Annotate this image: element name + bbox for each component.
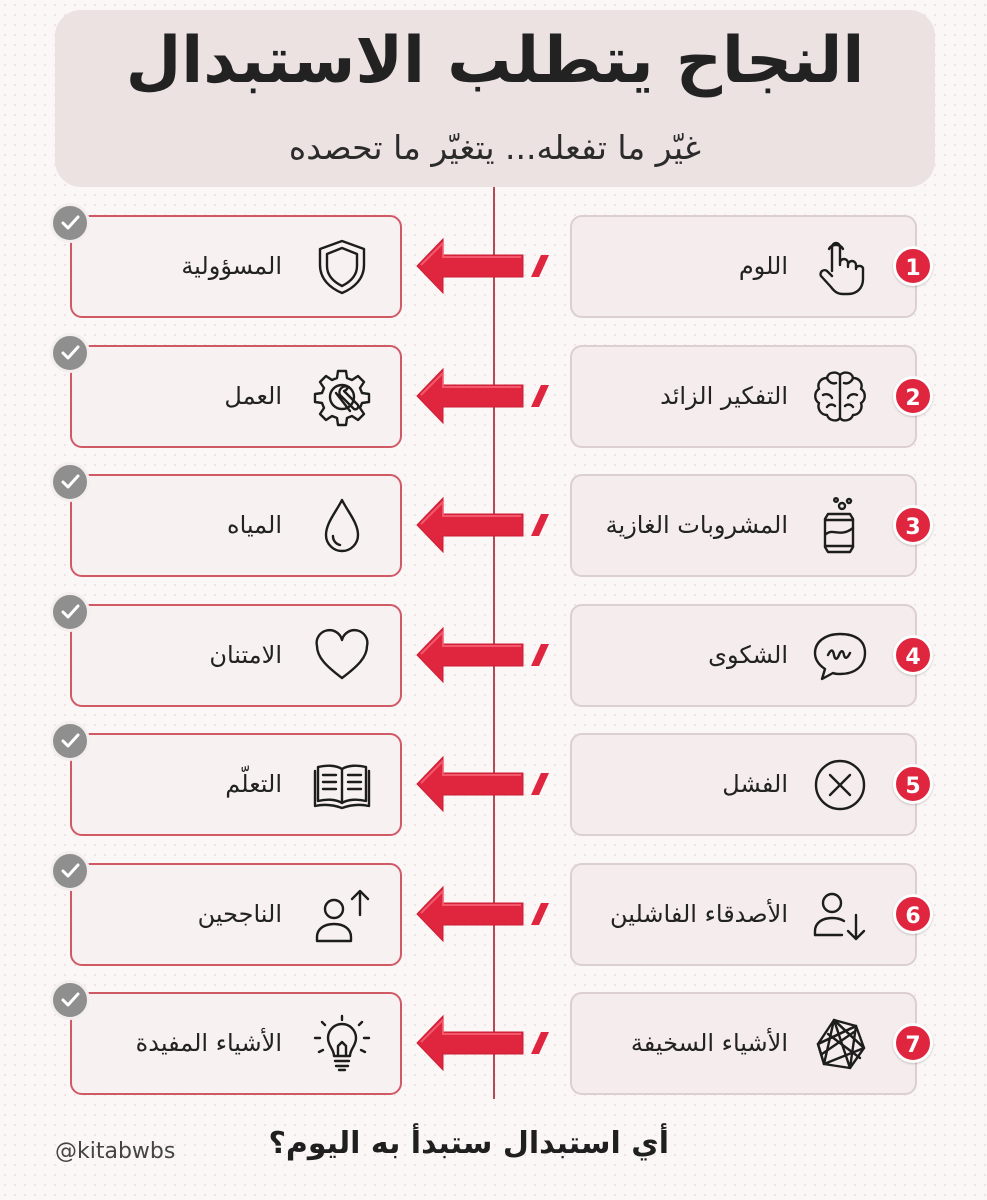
- arrow-left-icon: [413, 365, 561, 427]
- lightbulb-icon: [312, 1014, 372, 1074]
- arrow-left-icon: [413, 1012, 561, 1074]
- habit-label: الأشياء السخيفة: [630, 1029, 788, 1057]
- x-circle-icon: [810, 755, 870, 815]
- open-book-icon: [312, 755, 372, 815]
- replacement-card: [70, 604, 402, 707]
- heart-icon: [312, 626, 372, 686]
- checkmark-icon: [50, 980, 90, 1020]
- habit-label: التفكير الزائد: [660, 382, 788, 410]
- gear-wrench-icon: [312, 367, 372, 427]
- arrow-left-icon: [413, 883, 561, 945]
- row-number-badge: 7: [893, 1023, 933, 1063]
- page-subtitle: غيّر ما تفعله... يتغيّر ما تحصده: [288, 128, 702, 167]
- replacement-card: [70, 215, 402, 318]
- user-down-icon: [810, 885, 870, 945]
- replacement-label: الامتنان: [209, 641, 282, 669]
- habit-card: [570, 863, 917, 966]
- replacement-card: [70, 733, 402, 836]
- checkmark-icon: [50, 592, 90, 632]
- replacement-card: [70, 345, 402, 448]
- page-title: النجاح يتطلب الاستبدال: [125, 24, 865, 98]
- habit-label: الأصدقاء الفاشلين: [609, 900, 788, 928]
- arrow-left-icon: [413, 494, 561, 556]
- replacement-label: الناجحين: [197, 900, 282, 928]
- tangled-scribble-icon: [810, 1014, 870, 1074]
- checkmark-icon: [50, 851, 90, 891]
- soda-can-icon: [810, 496, 870, 556]
- habit-card: [570, 345, 917, 448]
- replacement-card: [70, 863, 402, 966]
- replacement-label: الأشياء المفيدة: [135, 1029, 282, 1057]
- row-number-badge: 2: [893, 376, 933, 416]
- checkmark-icon: [50, 203, 90, 243]
- checkmark-icon: [50, 333, 90, 373]
- replacement-label: العمل: [224, 382, 282, 410]
- shield-icon: [312, 237, 372, 297]
- replacement-card: [70, 992, 402, 1095]
- checkmark-icon: [50, 462, 90, 502]
- row-number-badge: 6: [893, 894, 933, 934]
- habit-card: [570, 733, 917, 836]
- user-up-icon: [312, 885, 372, 945]
- habit-label: الفشل: [722, 770, 788, 798]
- brain-icon: [810, 367, 870, 427]
- row-number-badge: 3: [893, 505, 933, 545]
- habit-label: المشروبات الغازية: [605, 511, 788, 539]
- water-drop-icon: [312, 496, 372, 556]
- arrow-left-icon: [413, 753, 561, 815]
- author-handle: @kitabwbs: [55, 1139, 176, 1164]
- habit-card: [570, 992, 917, 1095]
- habit-label: الشكوى: [708, 641, 788, 669]
- speech-bubble-icon: [810, 626, 870, 686]
- row-number-badge: 4: [893, 635, 933, 675]
- arrow-left-icon: [413, 235, 561, 297]
- pointer-hand-icon: [810, 237, 870, 297]
- replacement-label: التعلّم: [225, 770, 282, 798]
- habit-label: اللوم: [738, 252, 788, 280]
- header-banner: [55, 10, 935, 187]
- habit-card: [570, 474, 917, 577]
- closing-question: أي استبدال ستبدأ به اليوم؟: [268, 1126, 669, 1161]
- checkmark-icon: [50, 721, 90, 761]
- habit-card: [570, 604, 917, 707]
- replacement-label: المسؤولية: [181, 252, 282, 280]
- arrow-left-icon: [413, 624, 561, 686]
- habit-card: [570, 215, 917, 318]
- row-number-badge: 5: [893, 764, 933, 804]
- replacement-card: [70, 474, 402, 577]
- replacement-label: المياه: [227, 511, 282, 539]
- row-number-badge: 1: [893, 246, 933, 286]
